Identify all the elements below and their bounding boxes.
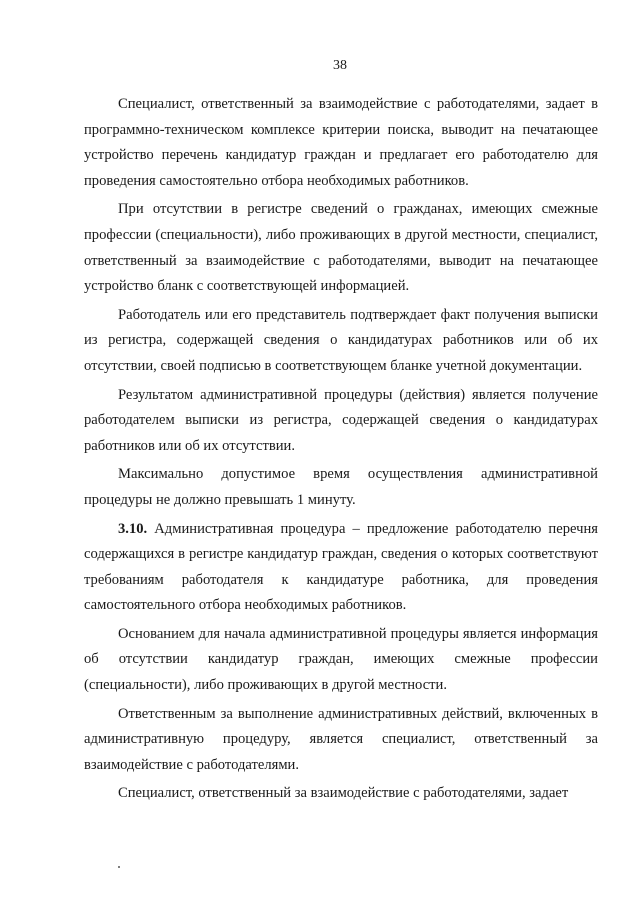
- paragraph-4: Результатом административной процедуры (действия) является получение работодателем выписки из регистра, содержащей сведения о кандидатурах работников или об их отсутствии.: [84, 386, 598, 454]
- paragraph-6: Основанием для начала административной процедуры является информация об отсутствии кандидатур граждан, имеющих смежные профессии (специальности), либо проживающих в другой местности.: [84, 625, 598, 694]
- document-body: [84, 92, 598, 808]
- scan-dot-mark: [118, 866, 120, 868]
- section-number: 3.10.: [118, 520, 148, 537]
- paragraph-2: При отсутствии в регистре сведений о гражданах, имеющих смежные профессии (специальности), либо проживающих в другой местности, специалист, ответственный за взаимодействие с работодателями, выводит на печатающее устройство бланк с соответствующей информацией.: [84, 201, 598, 295]
- paragraph-5: Максимально допустимое время осуществления административной процедуры не должно превышать 1 минуту.: [84, 466, 598, 508]
- paragraph-8: Специалист, ответственный за взаимодействие с работодателями, задает: [118, 785, 569, 802]
- section-text: Административная процедура – предложение работодателю перечня содержащихся в регистре кандидатур граждан, сведения о которых соответствуют требованиям работодателя к кандидатуре работника, для проведения самостоятельного отбора необходимых работников.: [84, 520, 598, 614]
- paragraph-1: Специалист, ответственный за взаимодействие с работодателями, задает в программно-техническом комплексе критерии поиска, выводит на печатающее устройство перечень кандидатур граждан и предлагает его работодателю для проведения самостоятельно отбора необходимых работников.: [84, 96, 598, 189]
- page-number: 38: [333, 58, 347, 73]
- section-3-10-paragraph: [84, 517, 598, 619]
- paragraph-3: Работодатель или его представитель подтверждает факт получения выписки из регистра, содержащей сведения о кандидатурах работников или об их отсутствии, своей подписью в соответствующем бланке учетной документации.: [84, 306, 598, 374]
- paragraph-7: Ответственным за выполнение административных действий, включенных в административную процедуру, является специалист, ответственный за взаимодействие с работодателями.: [84, 705, 598, 773]
